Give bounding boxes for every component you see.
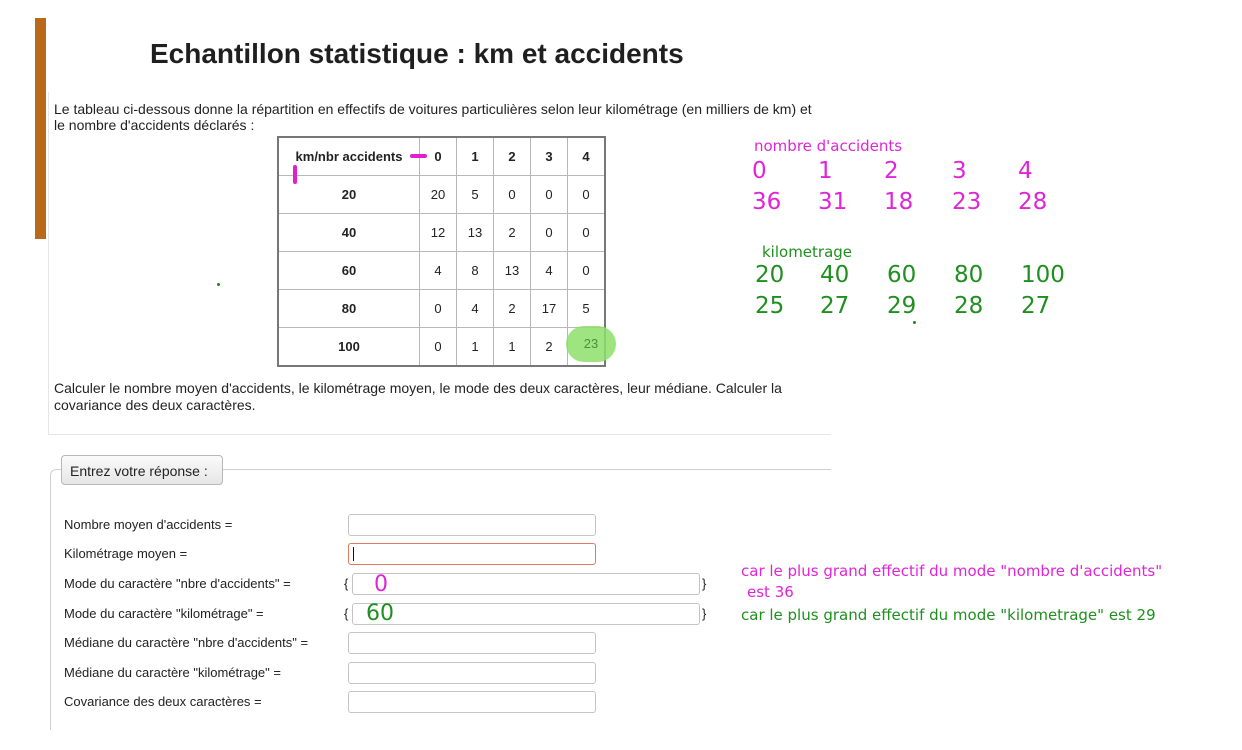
table-row [278, 176, 605, 214]
table-row [278, 214, 605, 252]
mean-km-input[interactable] [348, 543, 596, 565]
table-cell: 4 [531, 252, 568, 290]
annotation-value: 1 [818, 158, 833, 184]
table-cell: 0 [568, 214, 606, 252]
annotation-value: 100 [1021, 262, 1065, 288]
table-cell: 0 [568, 176, 606, 214]
mode-accidents-handwritten: 0 [374, 572, 388, 597]
table-cell: 0 [494, 176, 531, 214]
table-cell: 17 [531, 290, 568, 328]
mode-km-label: Mode du caractère "kilométrage" = [64, 606, 264, 621]
table-header-row [278, 137, 605, 176]
table-row-header: 80 [278, 290, 420, 328]
table-cell: 5 [568, 290, 606, 328]
close-brace: } [702, 606, 707, 621]
table-row-header: 100 [278, 328, 420, 367]
annotation-count: 29 [887, 293, 917, 319]
table-row [278, 290, 605, 328]
green-dot-mark [217, 283, 220, 286]
table-cell: 12 [420, 214, 457, 252]
annotation-count: 28 [954, 293, 984, 319]
annotation-count: 28 [1018, 189, 1048, 215]
green-dot-mark [913, 321, 916, 324]
table-cell: 2 [494, 290, 531, 328]
table-col-header: 3 [531, 137, 568, 176]
question-text: Calculer le nombre moyen d'accidents, le kilométrage moyen, le mode des deux caractères, leur médiane. Calculer la covariance des deux caractères. [54, 380, 782, 413]
table-cell: 0 [420, 328, 457, 367]
table-cell: 20 [420, 176, 457, 214]
open-brace: { [344, 606, 349, 621]
annotation-value: 80 [954, 262, 984, 288]
table-cell: 5 [457, 176, 494, 214]
table-cell: 4 [420, 252, 457, 290]
table-row [278, 252, 605, 290]
table-row-header: 60 [278, 252, 420, 290]
mode-km-input[interactable] [352, 603, 700, 625]
table-cell: 0 [531, 176, 568, 214]
table-cell: 8 [457, 252, 494, 290]
mode-accidents-input[interactable] [352, 573, 700, 595]
table-cell: 2 [494, 214, 531, 252]
page-title: Echantillon statistique : km et accidents [150, 38, 684, 69]
median-accidents-input[interactable] [348, 632, 596, 654]
accidents-annotation-title: nombre d'accidents [754, 137, 903, 155]
table-cell: 0 [420, 290, 457, 328]
open-brace: { [344, 576, 349, 591]
table-cell: 13 [494, 252, 531, 290]
annotation-count: 27 [1021, 293, 1051, 319]
accidents-mode-note-2: est 36 [747, 583, 794, 601]
table-col-header: 0 [420, 137, 457, 176]
median-km-label: Médiane du caractère "kilométrage" = [64, 665, 281, 680]
covariance-label: Covariance des deux caractères = [64, 694, 262, 709]
accidents-mode-note: car le plus grand effectif du mode "nombre d'accidents" [741, 562, 1163, 580]
km-mode-note: car le plus grand effectif du mode "kilometrage" est 29 [741, 606, 1156, 624]
table-row-header: 20 [278, 176, 420, 214]
mean-km-label: Kilométrage moyen = [64, 546, 188, 561]
table-cell: 13 [457, 214, 494, 252]
table-cell: 0 [531, 214, 568, 252]
annotation-value: 2 [884, 158, 899, 184]
annotation-value: 40 [820, 262, 850, 288]
table-col-header: 2 [494, 137, 531, 176]
intro-text: Le tableau ci-dessous donne la répartition en effectifs de voitures particulières selon leur kilométrage (en milliers de km) et le nombre d'accidents déclarés : [54, 101, 812, 133]
annotation-value: 3 [952, 158, 967, 184]
table-corner-header: km/nbr accidents [278, 137, 420, 176]
annotation-count: 23 [952, 189, 982, 215]
annotation-count: 27 [820, 293, 850, 319]
table-col-header: 4 [568, 137, 606, 176]
annotation-count: 31 [818, 189, 848, 215]
accent-bar [35, 18, 46, 239]
median-km-input[interactable] [348, 662, 596, 684]
mode-accidents-label: Mode du caractère "nbre d'accidents" = [64, 576, 291, 591]
table-cell: 2 [531, 328, 568, 367]
annotation-value: 20 [755, 262, 785, 288]
annotation-value: 4 [1018, 158, 1033, 184]
annotation-count: 25 [755, 293, 785, 319]
pink-dash-marker [410, 154, 427, 158]
table-cell: 0 [568, 252, 606, 290]
mean-accidents-input[interactable] [348, 514, 596, 536]
annotation-count: 36 [752, 189, 782, 215]
highlighted-cell-value: 23 [583, 336, 599, 351]
table-cell: 1 [494, 328, 531, 367]
highlight-marker [566, 326, 616, 362]
annotation-count: 18 [884, 189, 914, 215]
table-row-header: 40 [278, 214, 420, 252]
table-cell: 4 [457, 290, 494, 328]
mean-accidents-label: Nombre moyen d'accidents = [64, 517, 233, 532]
close-brace: } [702, 576, 707, 591]
text-caret [353, 547, 354, 561]
table-cell: 1 [457, 328, 494, 367]
answer-legend: Entrez votre réponse : [61, 455, 223, 485]
covariance-input[interactable] [348, 691, 596, 713]
frequency-table [277, 136, 606, 367]
table-row [278, 328, 605, 367]
pink-bar-marker [293, 165, 297, 184]
km-annotation-title: kilometrage [762, 243, 853, 261]
median-accidents-label: Médiane du caractère "nbre d'accidents" = [64, 635, 309, 650]
table-col-header: 1 [457, 137, 494, 176]
mode-km-handwritten: 60 [366, 601, 394, 626]
annotation-value: 0 [752, 158, 767, 184]
annotation-value: 60 [887, 262, 917, 288]
